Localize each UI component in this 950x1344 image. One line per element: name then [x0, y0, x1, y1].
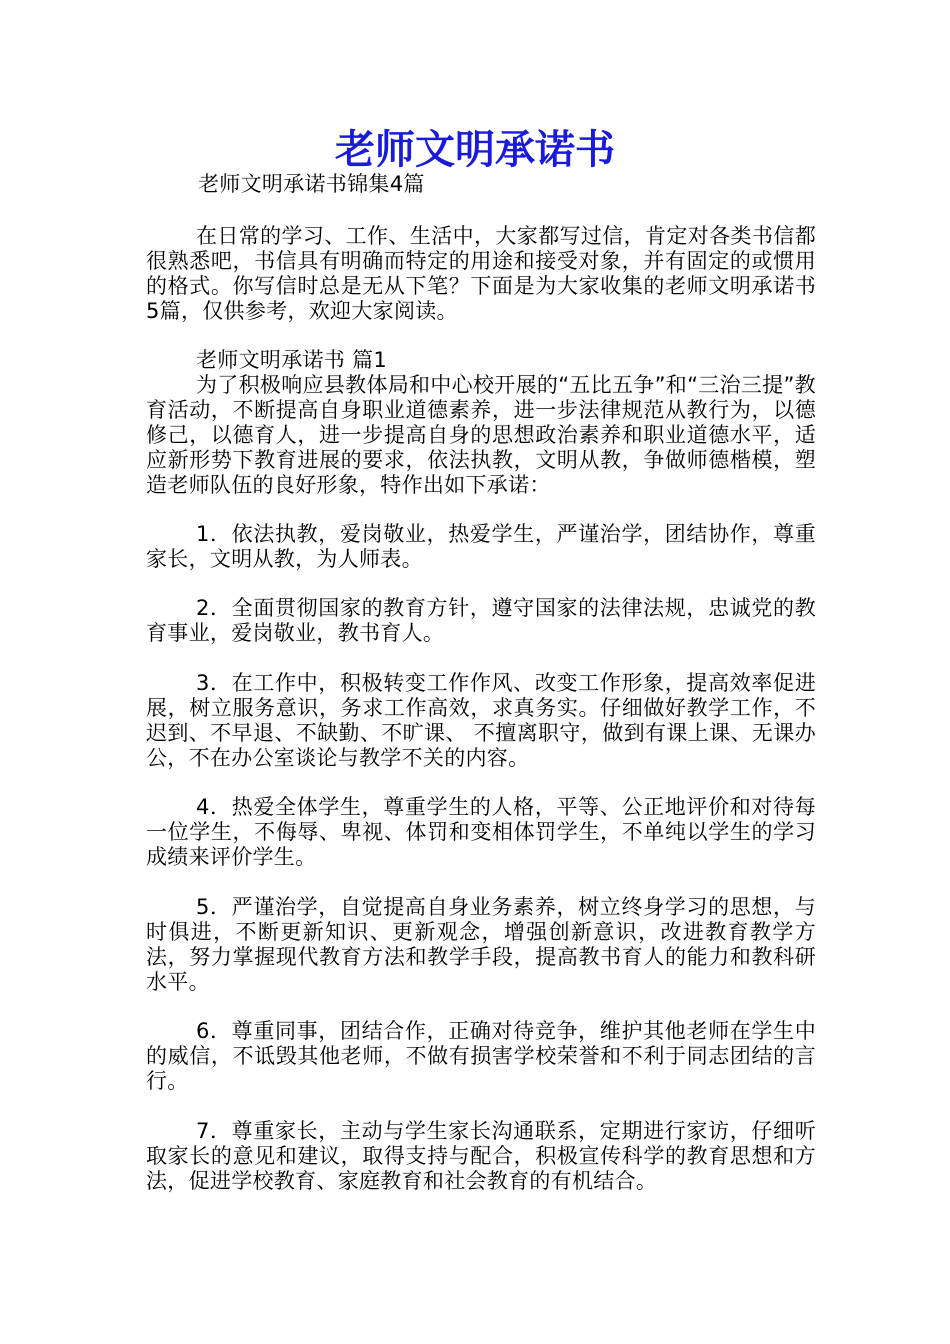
section-heading: 老师文明承诺书 篇1: [196, 348, 388, 372]
document-title: 老师文明承诺书: [335, 126, 615, 173]
commitment-item-4: 4．热爱全体学生，尊重学生的人格，平等、公正地评价和对待每一位学生，不侮辱、卑视、体罚和变相体罚学生，不单纯以学生的学习成绩来评价学生。: [146, 795, 816, 869]
section-intro-paragraph: 为了积极响应县教体局和中心校开展的“五比五争”和“三治三提”教育活动，不断提高自身职业道德素养，进一步法律规范从教行为，以德修己，以德育人，进一步提高自身的思想政治素养和职业道德水平，适应新形势下教育进展的要求，依法执教，文明从教，争做师德楷模，塑造老师队伍的良好形象，特作出如下承诺：: [146, 373, 816, 497]
intro-paragraph: 在日常的学习、工作、生活中，大家都写过信，肯定对各类书信都很熟悉吧，书信具有明确而特定的用途和接受对象，并有固定的或惯用的格式。你写信时总是无从下笔？下面是为大家收集的老师文明承诺书5篇，仅供参考，欢迎大家阅读。: [146, 224, 816, 323]
commitment-item-2: 2．全面贯彻国家的教育方针，遵守国家的法律法规，忠诚党的教育事业，爱岗敬业，教书育人。: [146, 596, 816, 645]
commitment-item-5: 5．严谨治学，自觉提高自身业务素养，树立终身学习的思想，与时俱进，不断更新知识、更新观念，增强创新意识，改进教育教学方法，努力掌握现代教育方法和教学手段，提高教书育人的能力和教科研水平。: [146, 895, 816, 994]
document-subtitle: 老师文明承诺书锦集4篇: [198, 172, 425, 196]
commitment-item-1: 1．依法执教，爱岗敬业，热爱学生，严谨治学，团结协作，尊重家长，文明从教，为人师表。: [146, 522, 816, 571]
commitment-item-3: 3．在工作中，积极转变工作作风、改变工作形象，提高效率促进展，树立服务意识，务求工作高效，求真务实。仔细做好教学工作，不迟到、不早退、不缺勤、不旷课、 不擅离职守，做到有课上课、无课办公，不在办公室谈论与教学不关的内容。: [146, 671, 816, 770]
commitment-item-6: 6．尊重同事，团结合作，正确对待竞争，维护其他老师在学生中的威信，不诋毁其他老师，不做有损害学校荣誉和不利于同志团结的言行。: [146, 1019, 816, 1093]
commitment-item-7: 7．尊重家长，主动与学生家长沟通联系，定期进行家访，仔细听取家长的意见和建议，取得支持与配合，积极宣传科学的教育思想和方法，促进学校教育、家庭教育和社会教育的有机结合。: [146, 1119, 816, 1193]
